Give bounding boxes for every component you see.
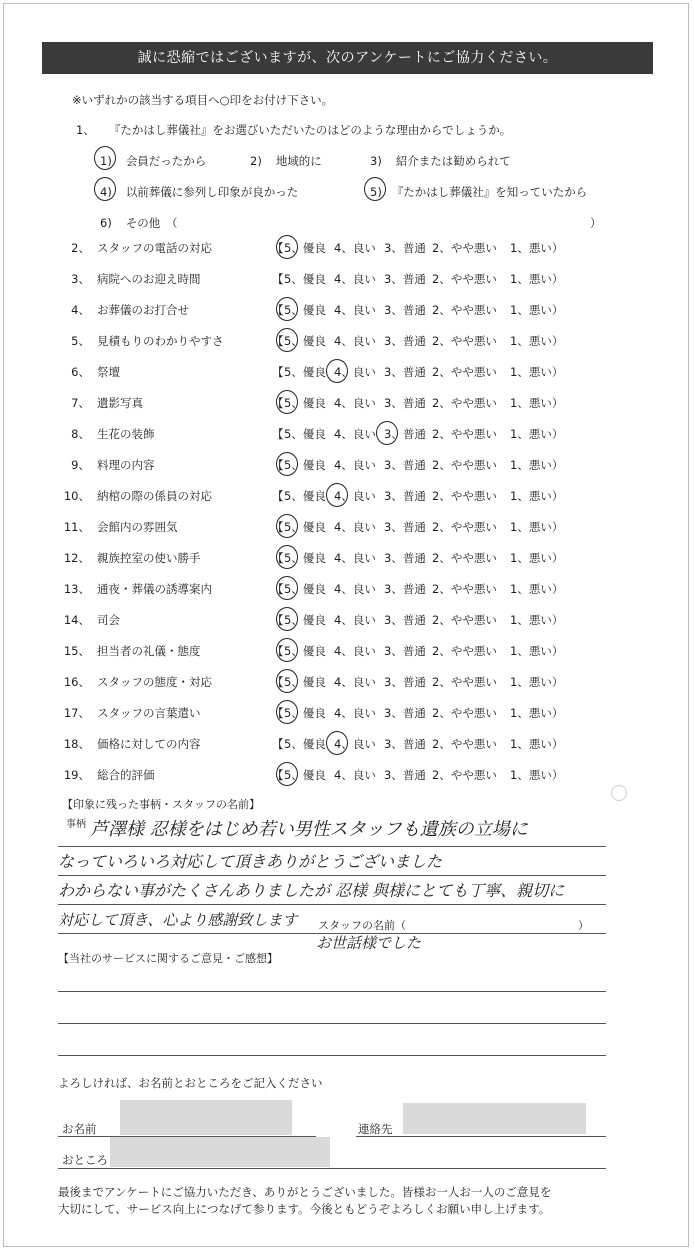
question-number: 3、: [71, 272, 90, 286]
question-number: 7、: [71, 396, 90, 410]
rating-option-1[interactable]: 1、悪い）: [510, 582, 564, 596]
rating-option-5[interactable]: 5、優良: [284, 644, 326, 658]
rating-option-3[interactable]: 3、普通: [384, 303, 426, 317]
scan-mark: [611, 785, 627, 801]
question-number: 16、: [63, 675, 90, 689]
rating-option-2[interactable]: 2、やや悪い: [432, 737, 497, 751]
rating-option-4[interactable]: 4、良い: [334, 489, 376, 503]
rating-option-5[interactable]: 5、優良: [284, 303, 326, 317]
question-number: 18、: [63, 737, 90, 751]
rating-option-3[interactable]: 3、普通: [384, 396, 426, 410]
question-label: 祭壇: [97, 365, 120, 379]
rating-option-2[interactable]: 2、やや悪い: [432, 582, 497, 596]
rating-option-2[interactable]: 2、やや悪い: [432, 427, 497, 441]
rating-option-1[interactable]: 1、悪い）: [510, 675, 564, 689]
rating-option-4[interactable]: 4、良い: [334, 334, 376, 348]
rating-option-4[interactable]: 4、良い: [334, 706, 376, 720]
rating-option-3[interactable]: 3、普通: [384, 458, 426, 472]
rating-option-4[interactable]: 4、良い: [334, 458, 376, 472]
handwritten-line-3: わからない事がたくさんありましたが 忍様 與様にとても丁寧、親切に: [58, 881, 565, 900]
q1-text: 『たかはし葬儀社』をお選びいただいたのはどのような理由からでしょうか。: [108, 123, 512, 137]
rating-row: [0, 240, 694, 271]
q1-option-2[interactable]: [250, 153, 322, 169]
rating-option-5[interactable]: 5、優良: [284, 520, 326, 534]
rating-option-4[interactable]: 4、良い: [334, 551, 376, 565]
rating-option-5[interactable]: 5、優良: [284, 706, 326, 720]
rating-option-5[interactable]: 5、優良: [284, 427, 326, 441]
selected-circle-mark: [276, 297, 298, 321]
contact-prompt: よろしければ、お名前とおところをご記入ください: [58, 1076, 323, 1090]
q1-option-text: 以前葬儀に参列し印象が良かった: [125, 185, 299, 199]
rating-option-2[interactable]: 2、やや悪い: [432, 303, 497, 317]
writing-line: [58, 875, 606, 876]
question-number: 14、: [63, 613, 90, 627]
rating-option-2[interactable]: 2、やや悪い: [432, 241, 497, 255]
rating-option-3[interactable]: 3、普通: [384, 551, 426, 565]
rating-open-bracket: 【: [272, 520, 284, 534]
rating-open-bracket: 【: [272, 737, 284, 751]
selected-circle-mark: [276, 669, 298, 693]
selected-circle-mark: [276, 607, 298, 631]
rating-option-3[interactable]: 3、普通: [384, 365, 426, 379]
selected-circle-mark: [376, 421, 398, 445]
question-number: 2、: [71, 241, 90, 255]
writing-line: [58, 904, 606, 905]
rating-option-4[interactable]: 4、良い: [334, 675, 376, 689]
q1-option-num: 1): [100, 154, 112, 168]
rating-row: [0, 426, 694, 457]
rating-option-2[interactable]: 2、やや悪い: [432, 520, 497, 534]
question-number: 11、: [63, 520, 90, 534]
question-label: 納棺の際の係員の対応: [97, 489, 212, 503]
handwritten-line-2: なっていろいろ対応して頂きありがとうございました: [58, 852, 443, 871]
rating-option-1[interactable]: 1、悪い）: [510, 458, 564, 472]
writing-line: [58, 846, 606, 847]
address-redaction: [110, 1137, 330, 1167]
rating-open-bracket: 【: [272, 334, 284, 348]
rating-option-5[interactable]: 5、優良: [284, 489, 326, 503]
rating-row: [0, 302, 694, 333]
question-label: 料理の内容: [97, 458, 155, 472]
rating-option-4[interactable]: 4、良い: [334, 272, 376, 286]
question-label: 担当者の礼儀・態度: [97, 644, 201, 658]
rating-option-1[interactable]: 1、悪い）: [510, 396, 564, 410]
selected-circle-mark: [326, 731, 348, 755]
rating-option-2[interactable]: 2、やや悪い: [432, 365, 497, 379]
selected-circle-mark: [276, 576, 298, 600]
rating-option-1[interactable]: 1、悪い）: [510, 489, 564, 503]
rating-option-3[interactable]: 3、普通: [384, 706, 426, 720]
selected-circle-mark: [276, 545, 298, 569]
selected-circle-mark: [276, 514, 298, 538]
rating-option-4[interactable]: 4、良い: [334, 613, 376, 627]
staff-name-handwritten: お世話様でした: [316, 934, 422, 952]
rating-option-3[interactable]: 3、普通: [384, 582, 426, 596]
handwritten-line-4: 対応して頂き、心より感謝致します: [58, 911, 298, 929]
question-label: 価格に対しての内容: [97, 737, 201, 751]
question-number: 9、: [71, 458, 90, 472]
question-label: スタッフの態度・対応: [97, 675, 212, 689]
rating-row: [0, 271, 694, 302]
staff-name-close: ）: [578, 919, 589, 932]
rating-option-4[interactable]: 4、良い: [334, 582, 376, 596]
rating-row: [0, 457, 694, 488]
rating-option-3[interactable]: 3、普通: [384, 675, 426, 689]
rating-option-4[interactable]: 4、良い: [334, 241, 376, 255]
rating-open-bracket: 【: [272, 706, 284, 720]
rating-option-2[interactable]: 2、やや悪い: [432, 613, 497, 627]
rating-option-2[interactable]: 2、やや悪い: [432, 551, 497, 565]
jikou-label: 事柄: [66, 819, 86, 830]
q1-circle-mark-5: [364, 177, 386, 201]
question-number: 6、: [71, 365, 90, 379]
rating-row: [0, 674, 694, 705]
rating-option-3[interactable]: 3、普通: [384, 768, 426, 782]
q1-other-close-paren: ）: [590, 216, 602, 230]
question-label: 病院へのお迎え時間: [97, 272, 201, 286]
opinion-line: [58, 1023, 606, 1024]
rating-option-4[interactable]: 4、良い: [334, 396, 376, 410]
selected-circle-mark: [276, 235, 298, 259]
rating-open-bracket: 【: [272, 396, 284, 410]
rating-row: [0, 612, 694, 643]
q1-option-text: その他 （: [125, 216, 178, 230]
question-number: 10、: [63, 489, 90, 503]
rating-option-1[interactable]: 1、悪い）: [510, 427, 564, 441]
selected-circle-mark: [276, 452, 298, 476]
rating-open-bracket: 【: [272, 458, 284, 472]
rating-option-4[interactable]: 4、良い: [334, 644, 376, 658]
rating-open-bracket: 【: [272, 675, 284, 689]
rating-option-5[interactable]: 5、優良: [284, 272, 326, 286]
rating-option-2[interactable]: 2、やや悪い: [432, 768, 497, 782]
rating-option-1[interactable]: 1、悪い）: [510, 551, 564, 565]
question-label: 生花の装飾: [97, 427, 155, 441]
q1-option-num: 2): [250, 154, 262, 168]
rating-option-1[interactable]: 1、悪い）: [510, 520, 564, 534]
name-label: お名前: [62, 1122, 97, 1136]
q1-option-6[interactable]: [100, 215, 178, 231]
rating-option-3[interactable]: 3、普通: [384, 334, 426, 348]
rating-option-2[interactable]: 2、やや悪い: [432, 489, 497, 503]
q1-option-num: 6): [100, 216, 112, 230]
opinion-line: [58, 991, 606, 992]
rating-row: [0, 643, 694, 674]
rating-option-4[interactable]: 4、良い: [334, 365, 376, 379]
q1-title: [76, 122, 511, 138]
rating-option-2[interactable]: 2、やや悪い: [432, 675, 497, 689]
q1-option-1[interactable]: [100, 153, 206, 169]
selected-circle-mark: [276, 638, 298, 662]
rating-option-5[interactable]: 5、優良: [284, 241, 326, 255]
rating-option-5[interactable]: 5、優良: [284, 396, 326, 410]
rating-open-bracket: 【: [272, 241, 284, 255]
q1-option-4[interactable]: [100, 184, 298, 200]
rating-option-1[interactable]: 1、悪い）: [510, 768, 564, 782]
question-label: 遺影写真: [97, 396, 143, 410]
q1-option-text: 『たかはし葬儀社』を知っていたから: [391, 185, 588, 199]
question-label: 会館内の雰囲気: [97, 520, 178, 534]
rating-option-3[interactable]: 3、普通: [384, 427, 426, 441]
question-label: お葬儀のお打合せ: [97, 303, 189, 317]
rating-option-4[interactable]: 4、良い: [334, 520, 376, 534]
rating-option-3[interactable]: 3、普通: [384, 241, 426, 255]
rating-option-5[interactable]: 5、優良: [284, 334, 326, 348]
rating-row: [0, 488, 694, 519]
rating-row: [0, 519, 694, 550]
rating-option-1[interactable]: 1、悪い）: [510, 241, 564, 255]
rating-option-4[interactable]: 4、良い: [334, 768, 376, 782]
rating-option-1[interactable]: 1、悪い）: [510, 303, 564, 317]
q1-circle-mark-1: [94, 146, 116, 170]
rating-option-1[interactable]: 1、悪い）: [510, 644, 564, 658]
name-redaction: [120, 1100, 292, 1135]
rating-open-bracket: 【: [272, 613, 284, 627]
question-number: 5、: [71, 334, 90, 348]
page-header: 誠に恐縮ではございますが、次のアンケートにご協力ください。: [42, 42, 653, 74]
rating-option-1[interactable]: 1、悪い）: [510, 613, 564, 627]
rating-open-bracket: 【: [272, 427, 284, 441]
rating-row: [0, 767, 694, 798]
rating-row: [0, 550, 694, 581]
q1-option-num: 3): [370, 154, 382, 168]
rating-open-bracket: 【: [272, 768, 284, 782]
question-number: 19、: [63, 768, 90, 782]
question-number: 13、: [63, 582, 90, 596]
opinion-line: [58, 1055, 606, 1056]
rating-option-4[interactable]: 4、良い: [334, 737, 376, 751]
rating-option-2[interactable]: 2、やや悪い: [432, 458, 497, 472]
selected-circle-mark: [276, 390, 298, 414]
phone-label: 連絡先: [358, 1122, 393, 1136]
q1-number: 1、: [76, 123, 95, 137]
selected-circle-mark: [276, 700, 298, 724]
question-number: 17、: [63, 706, 90, 720]
rating-option-4[interactable]: 4、良い: [334, 303, 376, 317]
rating-row: [0, 736, 694, 767]
question-number: 8、: [71, 427, 90, 441]
rating-option-2[interactable]: 2、やや悪い: [432, 706, 497, 720]
closing-line-2: 大切にして、サービス向上につなげて参ります。今後ともどうぞよろしくお願い申し上げます。: [58, 1202, 551, 1216]
rating-option-5[interactable]: 5、優良: [284, 551, 326, 565]
instruction-text: ※いずれかの該当する項目へ○印をお付け下さい。: [72, 93, 334, 107]
rating-option-2[interactable]: 2、やや悪い: [432, 334, 497, 348]
q1-option-text: 地域的に: [275, 154, 322, 168]
staff-name-field: [318, 917, 589, 933]
question-number: 12、: [63, 551, 90, 565]
rating-option-5[interactable]: 5、優良: [284, 458, 326, 472]
rating-option-5[interactable]: 5、優良: [284, 737, 326, 751]
rating-option-4[interactable]: 4、良い: [334, 427, 376, 441]
rating-row: [0, 581, 694, 612]
rating-open-bracket: 【: [272, 272, 284, 286]
rating-option-5[interactable]: 5、優良: [284, 613, 326, 627]
rating-open-bracket: 【: [272, 551, 284, 565]
rating-row: [0, 333, 694, 364]
q1-option-5[interactable]: [370, 184, 587, 200]
rating-open-bracket: 【: [272, 303, 284, 317]
rating-option-2[interactable]: 2、やや悪い: [432, 396, 497, 410]
staff-name-label: スタッフの名前（: [318, 919, 406, 932]
question-label: 親族控室の使い勝手: [97, 551, 201, 565]
selected-circle-mark: [276, 328, 298, 352]
rating-option-2[interactable]: 2、やや悪い: [432, 272, 497, 286]
rating-option-5[interactable]: 5、優良: [284, 365, 326, 379]
question-label: 総合的評価: [97, 768, 155, 782]
question-label: 通夜・葬儀の誘導案内: [97, 582, 212, 596]
impression-section-title: 【印象に残った事柄・スタッフの名前】: [62, 798, 260, 811]
rating-open-bracket: 【: [272, 365, 284, 379]
phone-redaction: [403, 1103, 586, 1134]
rating-option-2[interactable]: 2、やや悪い: [432, 644, 497, 658]
question-label: スタッフの電話の対応: [97, 241, 212, 255]
question-label: 見積もりのわかりやすさ: [97, 334, 224, 348]
rating-option-1[interactable]: 1、悪い）: [510, 365, 564, 379]
handwritten-line-1: 芦澤様 忍様をはじめ若い男性スタッフも遺族の立場に: [90, 819, 528, 840]
q1-option-num: 4): [100, 185, 112, 199]
selected-circle-mark: [276, 762, 298, 786]
closing-line-1: 最後までアンケートにご協力いただき、ありがとうございました。皆様お一人お一人のご意見を: [58, 1185, 552, 1199]
rating-option-5[interactable]: 5、優良: [284, 675, 326, 689]
rating-row: [0, 705, 694, 736]
rating-option-1[interactable]: 1、悪い）: [510, 737, 564, 751]
rating-option-3[interactable]: 3、普通: [384, 520, 426, 534]
phone-line: [356, 1136, 606, 1137]
rating-option-3[interactable]: 3、普通: [384, 272, 426, 286]
q1-option-num: 5): [370, 185, 382, 199]
selected-circle-mark: [326, 483, 348, 507]
rating-option-3[interactable]: 3、普通: [384, 489, 426, 503]
rating-option-5[interactable]: 5、優良: [284, 582, 326, 596]
rating-row: [0, 364, 694, 395]
question-number: 4、: [71, 303, 90, 317]
q1-option-3[interactable]: [370, 153, 511, 169]
rating-row: [0, 395, 694, 426]
rating-open-bracket: 【: [272, 582, 284, 596]
rating-option-1[interactable]: 1、悪い）: [510, 334, 564, 348]
rating-open-bracket: 【: [272, 644, 284, 658]
question-label: スタッフの言葉遣い: [97, 706, 201, 720]
opinion-section-title: 【当社のサービスに関するご意見・ご感想】: [58, 952, 278, 965]
rating-option-1[interactable]: 1、悪い）: [510, 272, 564, 286]
rating-option-1[interactable]: 1、悪い）: [510, 706, 564, 720]
question-number: 15、: [63, 644, 90, 658]
rating-option-3[interactable]: 3、普通: [384, 737, 426, 751]
q1-option-text: 会員だったから: [125, 154, 207, 168]
address-line: [58, 1168, 606, 1169]
rating-option-5[interactable]: 5、優良: [284, 768, 326, 782]
q1-option-text: 紹介または勧められて: [395, 154, 511, 168]
rating-option-3[interactable]: 3、普通: [384, 644, 426, 658]
rating-open-bracket: 【: [272, 489, 284, 503]
address-label: おところ: [62, 1153, 108, 1167]
q1-circle-mark-4: [94, 177, 116, 201]
selected-circle-mark: [326, 359, 348, 383]
rating-option-3[interactable]: 3、普通: [384, 613, 426, 627]
question-label: 司会: [97, 613, 120, 627]
